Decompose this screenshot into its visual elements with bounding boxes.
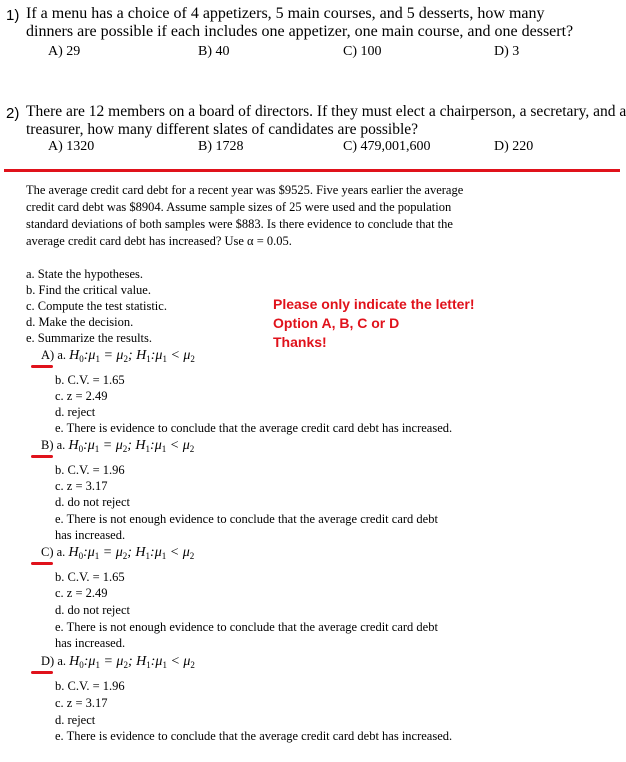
choice-a-summary: e. There is evidence to conclude that the average credit card debt has increased. [55,421,453,435]
choice-a-cv: b. C.V. = 1.65 [55,373,125,387]
choice-c-prefix: C) a. [41,545,66,559]
task-c: c. Compute the test statistic. [26,299,167,313]
choice-b-summary-line-1: e. There is not enough evidence to conclude that the average credit card debt [55,512,438,526]
task-a: a. State the hypotheses. [26,267,143,281]
choice-a-prefix: A) a. [41,348,66,362]
choice-b-summary-line-2: has increased. [55,528,126,542]
choice-a-hypotheses [41,347,195,364]
choice-b-prefix: B) a. [41,438,66,452]
choice-b-hypotheses [41,437,194,454]
choice-c-hypotheses [41,544,194,561]
hypothesis-formula: $H_0:\mu_1 = \mu_2$; $H_1:\mu_1 < \mu_2$ [69,654,195,670]
task-b: b. Find the critical value. [26,283,151,297]
question-1-number: 1) [6,7,20,24]
problem-line-3: standard deviations of both samples were $883. Is there evidence to conclude that the [26,217,453,231]
question-1-option-b: B) 40 [198,44,230,59]
hypothesis-formula: $H_0:\mu_1 = \mu_2$; $H_1:\mu_1 < \mu_2$ [69,348,195,364]
red-separator [4,169,620,172]
problem-line-1: The average credit card debt for a recent year was $9525. Five years earlier the average [26,183,464,197]
problem-line-4: average credit card debt has increased? Use α = 0.05. [26,234,292,248]
question-2-line-1: There are 12 members on a board of directors. If they must elect a chairperson, a secretary, and a [26,103,626,120]
choice-d-z: c. z = 3.17 [55,696,108,710]
choice-a-z: c. z = 2.49 [55,389,108,403]
choice-d-decision: d. reject [55,713,96,727]
question-1-option-d: D) 3 [494,44,520,59]
choice-a-decision: d. reject [55,405,96,419]
choice-b-underline [31,455,53,458]
question-1-option-c: C) 100 [343,44,382,59]
choice-d-underline [31,671,53,674]
choice-b-decision: d. do not reject [55,495,130,509]
choice-c-decision: d. do not reject [55,603,130,617]
choice-c-summary-line-1: e. There is not enough evidence to conclude that the average credit card debt [55,620,438,634]
choice-d-cv: b. C.V. = 1.96 [55,679,125,693]
note-line-3: Thanks! [273,334,327,350]
choice-b-cv: b. C.V. = 1.96 [55,463,125,477]
question-2-option-b: B) 1728 [198,139,244,154]
question-2-option-a: A) 1320 [48,139,95,154]
question-2-line-2: treasurer, how many different slates of candidates are possible? [26,121,419,138]
choice-c-z: c. z = 2.49 [55,586,108,600]
hypothesis-formula: $H_0:\mu_1 = \mu_2$; $H_1:\mu_1 < \mu_2$ [68,438,195,454]
question-1-option-a: A) 29 [48,44,81,59]
hypothesis-formula: $H_0:\mu_1 = \mu_2$; $H_1:\mu_1 < \mu_2$ [68,545,195,561]
choice-c-cv: b. C.V. = 1.65 [55,570,125,584]
question-1-line-1: If a menu has a choice of 4 appetizers, 5 main courses, and 5 desserts, how many [26,5,545,22]
choice-c-underline [31,562,53,565]
choice-b-z: c. z = 3.17 [55,479,108,493]
note-line-1: Please only indicate the letter! [273,296,475,312]
choice-d-hypotheses [41,653,195,670]
task-e: e. Summarize the results. [26,331,153,345]
problem-line-2: credit card debt was $8904. Assume sample sizes of 25 were used and the population [26,200,452,214]
question-2-number: 2) [6,105,20,122]
choice-d-prefix: D) a. [41,654,66,668]
note-line-2: Option A, B, C or D [273,315,400,331]
question-1-line-2: dinners are possible if each includes one appetizer, one main course, and one dessert? [26,23,574,40]
question-2-option-c: C) 479,001,600 [343,139,431,154]
task-d: d. Make the decision. [26,315,134,329]
choice-a-underline [31,365,53,368]
question-2-option-d: D) 220 [494,139,534,154]
choice-d-summary: e. There is evidence to conclude that the average credit card debt has increased. [55,729,453,743]
choice-c-summary-line-2: has increased. [55,636,126,650]
